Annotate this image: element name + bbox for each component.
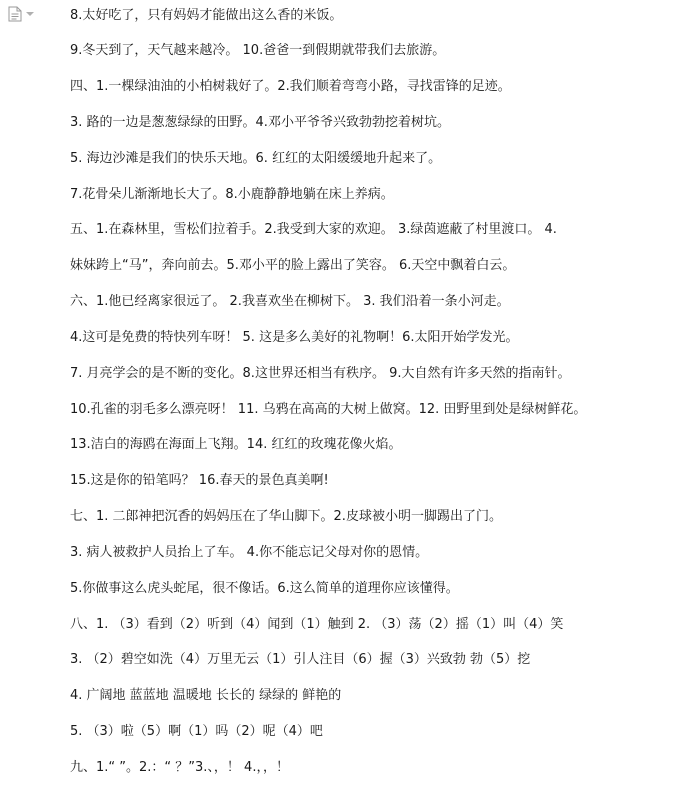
text-line: 四、1.一棵绿油油的小柏树栽好了。2.我们顺着弯弯小路，寻找雷锋的足迹。 — [70, 79, 511, 94]
text-line: 六、1.他已经离家很远了。 2.我喜欢坐在柳树下。 3. 我们沿着一条小河走。 — [70, 294, 510, 309]
text-line: 3. 病人被救护人员抬上了车。 4.你不能忘记父母对你的恩情。 — [70, 545, 429, 560]
text-line: 五、1.在森林里，雪松们拉着手。2.我受到大家的欢迎。 3.绿茵遮蔽了村里渡口。 4. — [70, 222, 557, 237]
document-icon[interactable] — [8, 6, 22, 22]
text-line: 3. 路的一边是葱葱绿绿的田野。4.邓小平爷爷兴致勃勃挖着树坑。 — [70, 115, 450, 130]
text-line: 5.你做事这么虎头蛇尾，很不像话。6.这么简单的道理你应该懂得。 — [70, 581, 459, 596]
text-line: 9.冬天到了，天气越来越冷。 10.爸爸一到假期就带我们去旅游。 — [70, 43, 446, 58]
text-line: 4. 广阔地 蓝蓝地 温暖地 长长的 绿绿的 鲜艳的 — [70, 688, 342, 703]
text-line: 7.花骨朵儿渐渐地长大了。8.小鹿静静地躺在床上养病。 — [70, 187, 394, 202]
text-line: 7. 月亮学会的是不断的变化。8.这世界还相当有秩序。 9.大自然有许多天然的指南针。 — [70, 366, 571, 381]
text-line: 15.这是你的铅笔吗？ 16.春天的景色真美啊! — [70, 473, 329, 488]
document-gutter — [8, 6, 34, 22]
text-line: 妹妹跨上“马”，奔向前去。5.邓小平的脸上露出了笑容。 6.天空中飘着白云。 — [70, 258, 516, 273]
text-line: 8.太好吃了，只有妈妈才能做出这么香的米饭。 — [70, 8, 343, 23]
text-line: 八、1. （3）看到（2）听到（4）闻到（1）触到 2. （3）荡（2）摇（1）叫（4）笑 — [70, 617, 564, 632]
text-line: 九、1.“ ”。2.：“ ？”3.、，！ 4.，，！ — [70, 760, 289, 775]
text-line: 13.洁白的海鸥在海面上飞翔。14. 红红的玫瑰花像火焰。 — [70, 437, 402, 452]
text-line: 4.这可是免费的特快列车呀！ 5. 这是多么美好的礼物啊！6.太阳开始学发光。 — [70, 330, 519, 345]
text-line: 七、1. 二郎神把沉香的妈妈压在了华山脚下。2.皮球被小明一脚踢出了门。 — [70, 509, 502, 524]
text-line: 5. 海边沙滩是我们的快乐天地。6. 红红的太阳缓缓地升起来了。 — [70, 151, 442, 166]
text-line: 10.孔雀的羽毛多么漂亮呀！ 11. 乌鸦在高高的大树上做窝。12. 田野里到处是绿树鲜花。 — [70, 402, 587, 417]
text-line: 5. （3）啦（5）啊（1）吗（2）呢（4）吧 — [70, 724, 323, 739]
text-line: 3. （2）碧空如洗（4）万里无云（1）引人注目（6）握（3）兴致勃 勃（5）挖 — [70, 652, 531, 667]
chevron-down-icon[interactable] — [26, 11, 34, 17]
